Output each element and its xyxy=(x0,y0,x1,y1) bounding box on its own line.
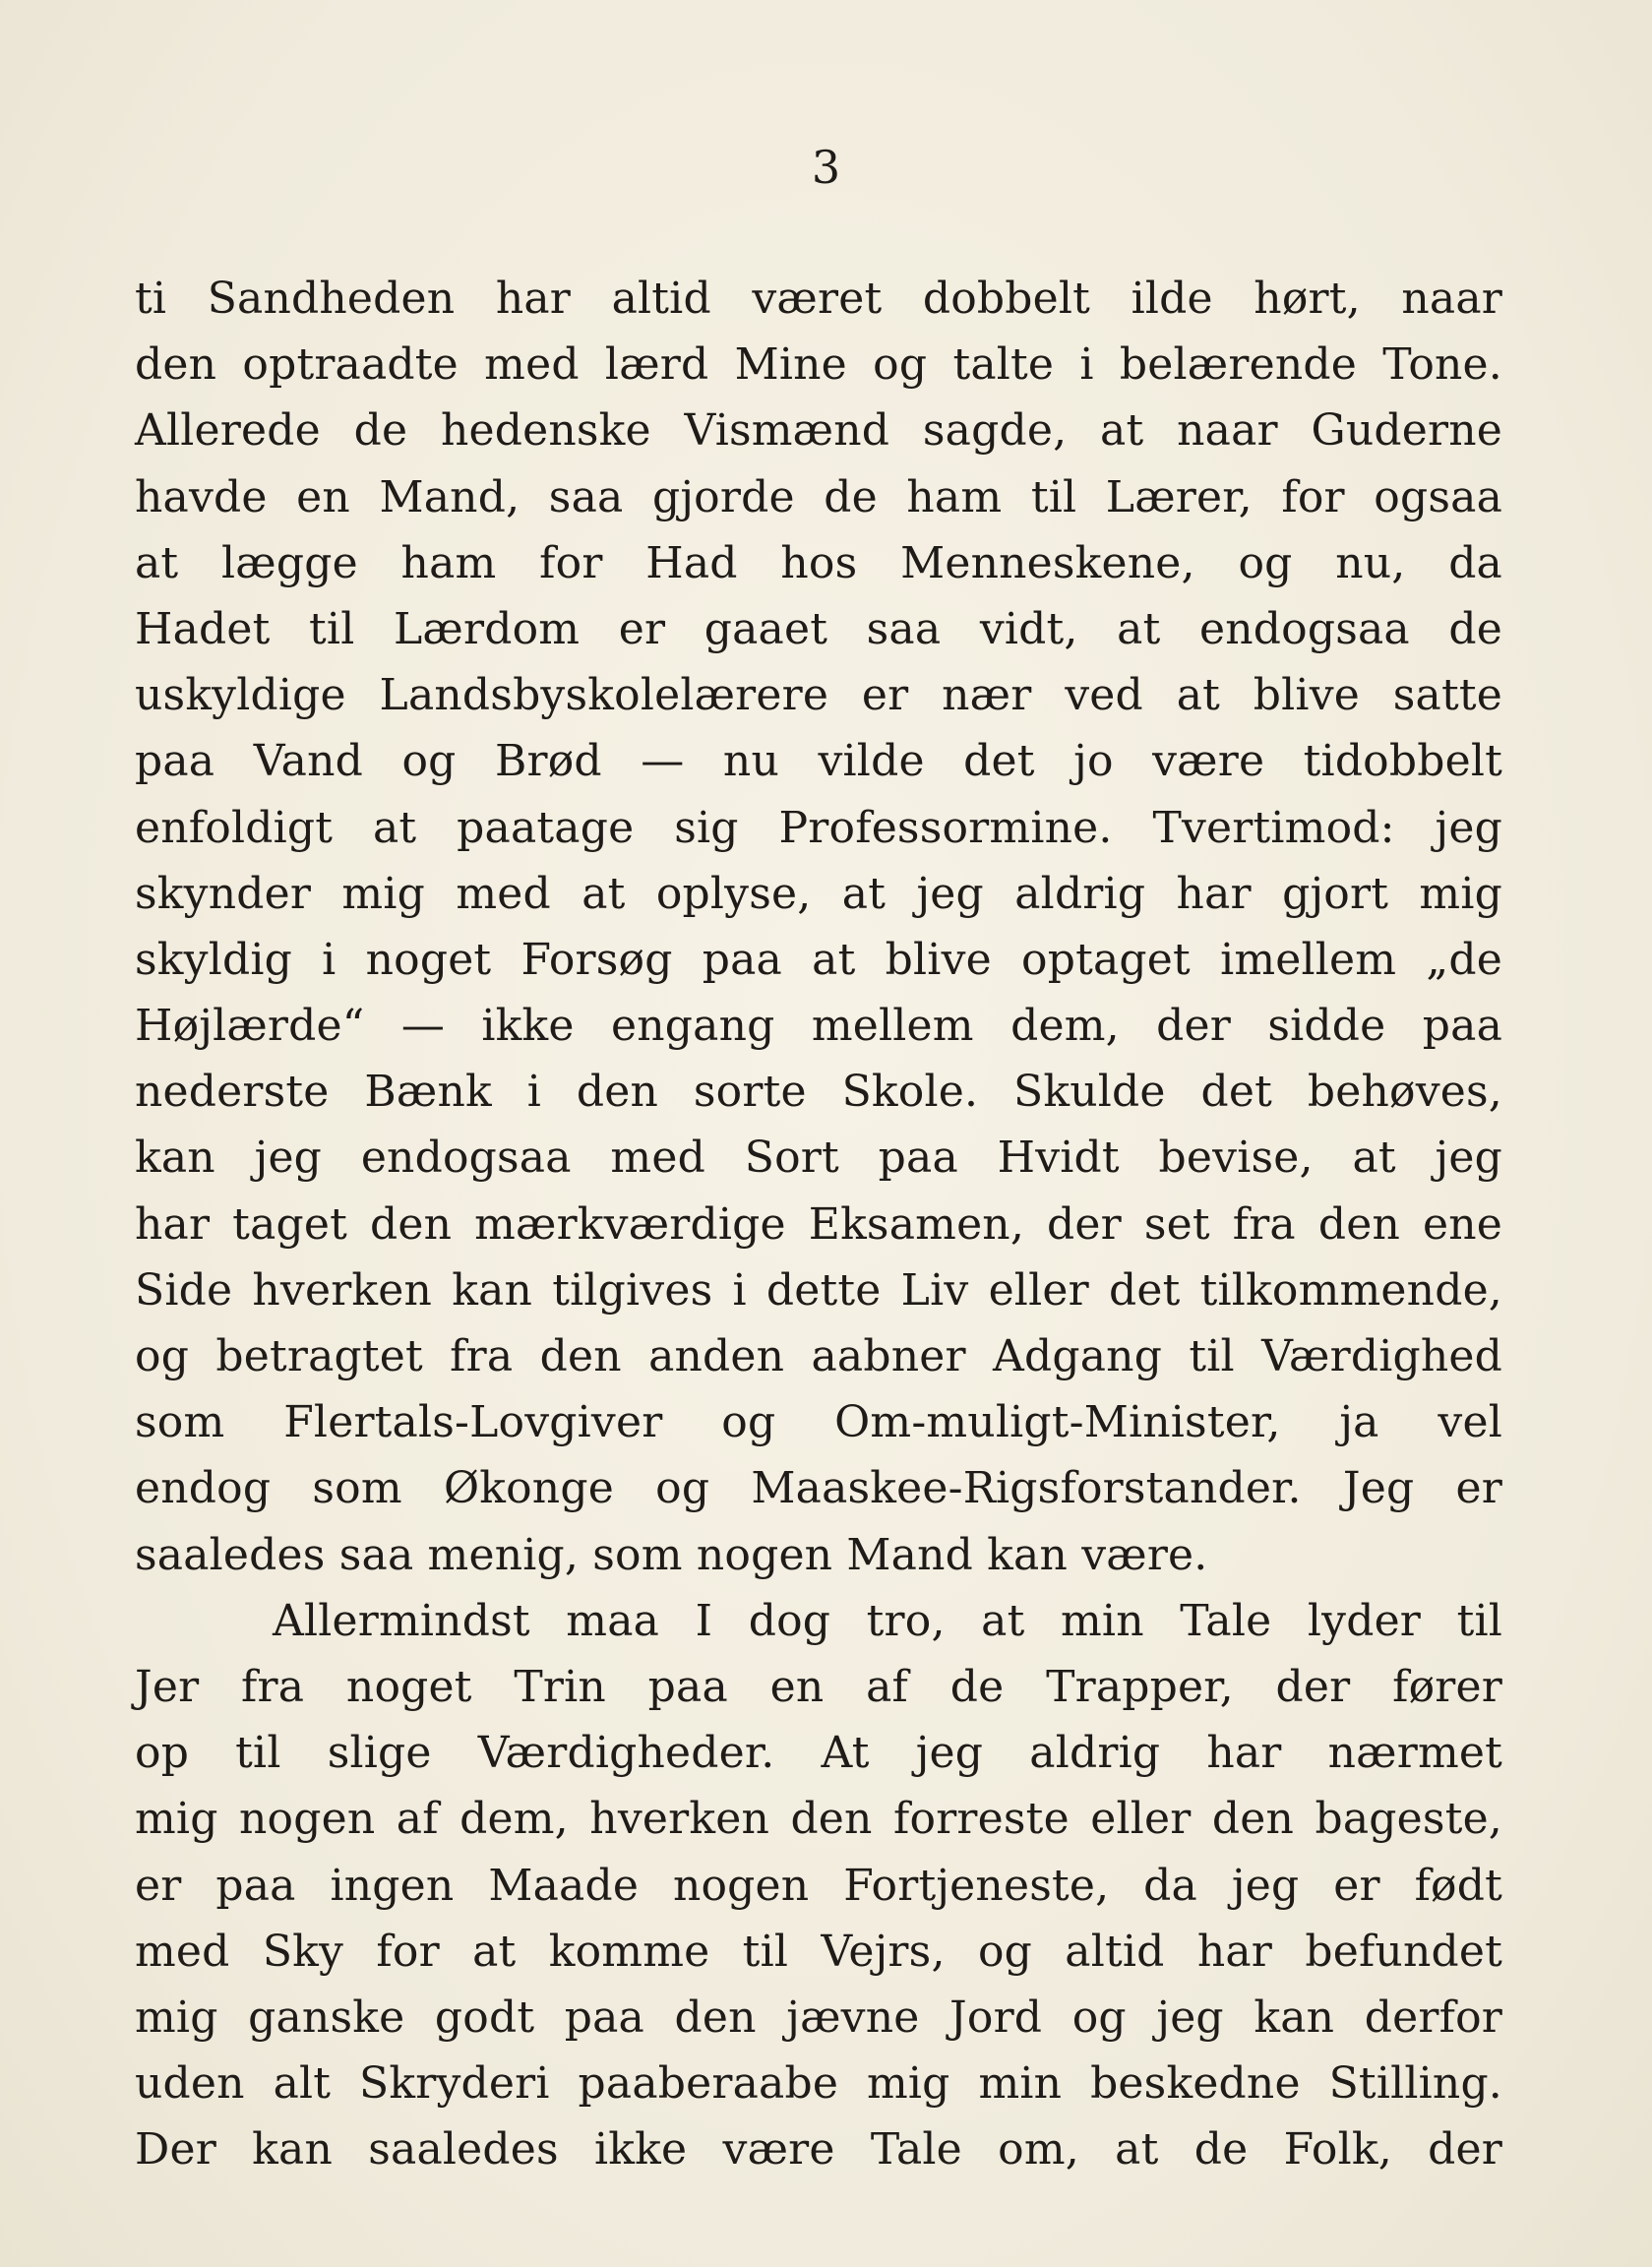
text-line: at lægge ham for Had hos Menneskene, og nu, da xyxy=(135,537,1502,588)
text-line: paa Vand og Brød — nu vilde det jo være tidobbelt xyxy=(135,736,1502,787)
text-line: mig nogen af dem, hverken den forreste eller den bageste, xyxy=(135,1794,1502,1845)
page-number: 3 xyxy=(811,141,841,194)
text-line: den optraadte med lærd Mine og talte i belærende Tone. xyxy=(135,339,1502,391)
text-line: med Sky for at komme til Vejrs, og altid har befundet xyxy=(135,1926,1502,1977)
text-line: op til slige Værdigheder. At jeg aldrig har nærmet xyxy=(135,1728,1502,1779)
text-line: endog som Økonge og Maaskee-Rigsforstander. Jeg er xyxy=(135,1463,1502,1514)
text-line: Allerede de hedenske Vismænd sagde, at naar Guderne xyxy=(135,405,1502,457)
text-line: og betragtet fra den anden aabner Adgang til Værdighed xyxy=(135,1331,1502,1381)
text-line: Side hverken kan tilgives i dette Liv eller det tilkommende, xyxy=(135,1264,1502,1316)
text-line: nederste Bænk i den sorte Skole. Skulde det behøves, xyxy=(135,1067,1502,1118)
text-line: skynder mig med at oplyse, at jeg aldrig har gjort mig xyxy=(135,868,1502,919)
text-line: Højlærde“ — ikke engang mellem dem, der sidde paa xyxy=(135,1001,1502,1052)
paragraph-2 xyxy=(135,1588,1502,2183)
text-line: Hadet til Lærdom er gaaet saa vidt, at endogsaa de xyxy=(135,603,1502,654)
text-line: Allermindst maa I dog tro, at min Tale lyder til xyxy=(273,1595,1502,1646)
body-text xyxy=(135,266,1502,2182)
text-line: har taget den mærkværdige Eksamen, der set fra den ene xyxy=(135,1198,1502,1250)
text-line: havde en Mand, saa gjorde de ham til Lærer, for ogsaa xyxy=(135,471,1502,522)
text-line: enfoldigt at paatage sig Professormine. Tvertimod: jeg xyxy=(135,802,1502,853)
text-line: Jer fra noget Trin paa en af de Trapper, der fører xyxy=(135,1661,1502,1712)
text-line: som Flertals-Lovgiver og Om-muligt-Minister, ja vel xyxy=(135,1397,1502,1448)
text-line: saaledes saa menig, som nogen Mand kan være. xyxy=(135,1529,1208,1580)
text-line: kan jeg endogsaa med Sort paa Hvidt bevise, at jeg xyxy=(135,1133,1502,1184)
text-line: mig ganske godt paa den jævne Jord og jeg kan derfor xyxy=(135,1991,1502,2043)
text-line: uden alt Skryderi paaberaabe mig min beskedne Stilling. xyxy=(135,2058,1502,2110)
text-line: skyldig i noget Forsøg paa at blive optaget imellem „de xyxy=(135,934,1502,985)
text-line: er paa ingen Maade nogen Fortjeneste, da jeg er født xyxy=(135,1860,1502,1911)
paragraph-1 xyxy=(135,266,1502,1588)
text-line: ti Sandheden har altid været dobbelt ilde hørt, naar xyxy=(135,274,1502,324)
text-line: uskyldige Landsbyskolelærere er nær ved at blive satte xyxy=(135,670,1502,721)
text-line: Der kan saaledes ikke være Tale om, at de Folk, der xyxy=(135,2124,1502,2175)
